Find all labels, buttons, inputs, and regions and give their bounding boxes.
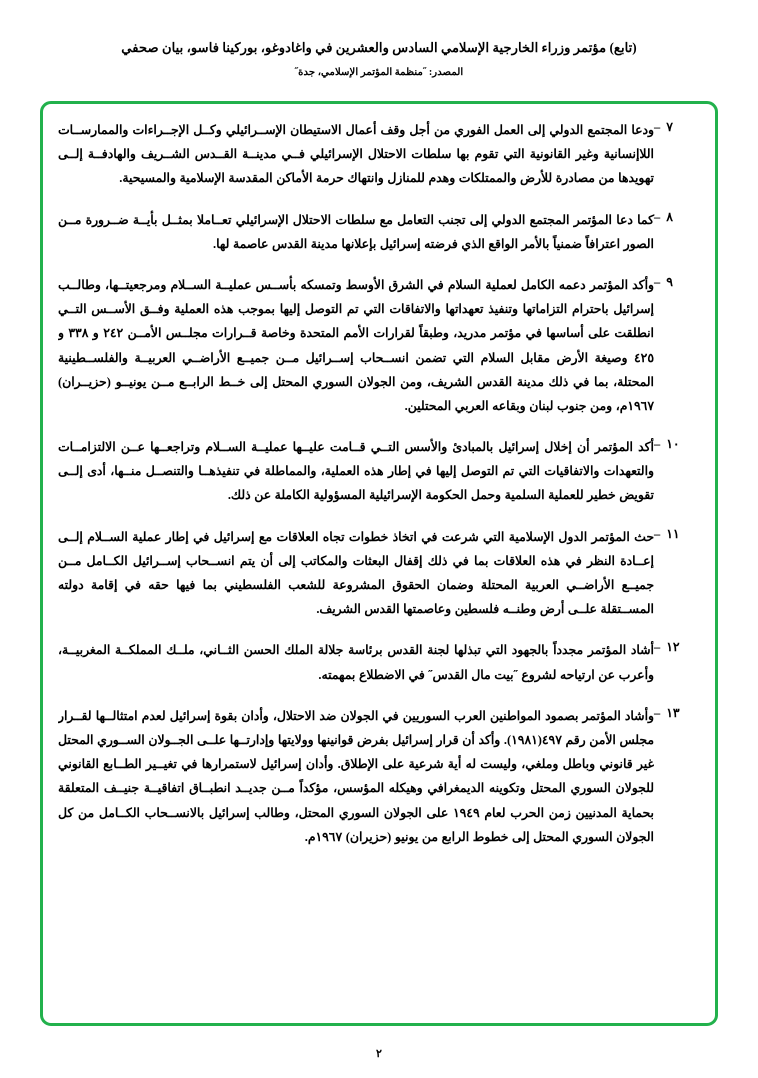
clause-text: ودعا المجتمع الدولي إلى العمل الفوري من أجل وقف أعمال الاستيطان الإســرائيلي وكــل الإجــراءات والممارســات اللاإنسانية وغير القانونية التي تقوم بها سلطات الاحتلال الإسرائيلي فــي مدينــة القــدس الشــريف والهادفــة إلــى تهويدها من مصادرة للأرض والممتلكات وهدم للمنازل وانتهاك حرمة الأماكن المقدسة الإسلامية والمسيحية. [58,123,654,186]
clause-dash: – [654,705,661,720]
page-header [0,0,758,78]
clause-item [58,208,700,256]
clause-number-value: ٨ [666,209,673,224]
clause-dash: – [654,640,661,655]
clause-text: أشاد المؤتمر مجدداً بالجهود التي تبذلها لجنة القدس برئاسة جلالة الملك الحسن الثــاني، ملــك المملكــة المغربيــة، وأعرب عن ارتياحه لشروع ˝بيت مال القدس˝ في الاضطلاع بمهمته. [58,643,654,682]
clause-text: وأشاد المؤتمر بصمود المواطنين العرب السوريين في الجولان ضد الاحتلال، وأدان بقوة إسرائيل لعدم امتثالــها لقــرار مجلس الأمن رقم ٤٩٧(١٩٨١). وأكد أن قرار إسرائيل بفرض قوانينها وولايتها وإدارتــها علــى الجــولان الســوري المحتل غير قانوني وباطل وملغي، وليست له أية شرعية على الإطلاق. وأدان إسرائيل لاستمرارها في تغيــير الطــابع القانوني للجولان السوري المحتل وتكوينه الديمغرافي وهيكله المؤسس، مؤكداً مــن جديــد انطبــاق اتفاقيــة جنيــف المتعلقة بحماية المدنيين زمن الحرب لعام ١٩٤٩ على الجولان السوري المحتل، وطالب إسرائيل بالانســحاب الكــامل من كل الجولان السوري المحتل إلى خطوط الرابع من يونيو (حزيران) ١٩٦٧م. [58,708,655,844]
clause-dash: – [654,209,661,224]
clause-text: وأكد المؤتمر دعمه الكامل لعملية السلام في الشرق الأوسط وتمسكه بأســس عمليــة الســلام ومرجعيتــها، وطالــب إسرائيل باحترام التزاماتها وتنفيذ تعهداتها والاتفاقات التي تم التوصل إليها بموجب هذه العملية وفــق الأســس التــي انطلقت على أساسها في مؤتمر مدريد، وطبقاً لقرارات الأمم المتحدة وخاصة قــرارات مجلــس الأمــن ٢٤٢ و ٣٣٨ و ٤٢٥ وصيغة الأرض مقابل السلام التي تضمن انســحاب إســرائيل مــن جميــع الأراضــي العربيــة والفلســطينية المحتلة، بما في ذلك مدينة القدس الشريف، ومن الجولان السوري المحتل إلى خــط الرابــع مــن يونيــو (حزيــران) ١٩٦٧م، ومن جنوب لبنان وبقاعه العربي المحتلين. [58,277,654,413]
clause-number-value: ١٣ [666,705,680,720]
clause-text: كما دعا المؤتمر المجتمع الدولي إلى تجنب التعامل مع سلطات الاحتلال الإسرائيلي تعــاملا بمثــل بأيــة ضــرورة مــن الصور اعترافاً ضمنياً بالأمر الواقع الذي فرضته إسرائيل بإعلانها مدينة القدس عاصمة لها. [58,212,654,251]
clause-number-value: ٩ [666,274,673,289]
clause-number [654,208,700,225]
clause-list [58,118,700,1012]
clause-dash: – [654,120,661,134]
clause-dash: – [654,274,661,289]
clause-number-value: ١٠ [666,437,680,452]
clause-number [654,525,700,542]
page-title: (تابع) مؤتمر وزراء الخارجية الإسلامي السادس والعشرين في واغادوغو، بوركينا فاسو، بيان صحفي [121,40,637,55]
clause-item [58,273,700,418]
clause-dash: – [654,437,661,452]
clause-item [58,435,700,508]
page-number: ٢ [376,1048,382,1060]
clause-item [58,525,700,622]
clause-number-value: ١٢ [666,640,680,655]
clause-number [654,273,700,290]
clause-number-value: ١١ [666,526,680,541]
clause-dash: – [654,526,661,541]
clause-number-value: ٧ [666,120,673,134]
page-footer [0,1047,758,1060]
clause-number [654,704,700,721]
clause-number [654,638,700,655]
source-line: المصدر: ˝منظمة المؤتمر الإسلامي، جدة˝ [294,66,464,78]
clause-item [58,118,700,191]
clause-text: أكد المؤتمر أن إخلال إسرائيل بالمبادئ والأسس التــي قــامت عليــها عمليــة الســلام وتراجعــها عــن الالتزامــات والتعهدات والاتفاقيات التي تم التوصل إليها في إطار هذه العملية، والمماطلة في تنفيذهــا والتنصــل منــها، أدى إلــى تقويض خطير للعملية السلمية وحمل الحكومة الإسرائيلية المسؤولية الكاملة عن ذلك. [58,440,654,503]
clause-item [58,704,700,849]
clause-item [58,638,700,686]
clause-text: حث المؤتمر الدول الإسلامية التي شرعت في اتخاذ خطوات تجاه العلاقات مع إسرائيل في إطار عملية الســلام إلــى إعــادة النظر في هذه العلاقات بما في ذلك إقفال البعثات والمكاتب إلى أن يتم انســحاب إســرائيل الكــامل مــن جميــع الأراضــي العربية المحتلة وضمان الحقوق المشروعة للشعب الفلسطيني بما فيها حقه في إقامة دولته المســتقلة علــى أرض وطنــه فلسطين وعاصمتها القدس الشريف. [58,529,654,617]
clause-number [654,435,700,452]
clause-number [654,118,700,135]
